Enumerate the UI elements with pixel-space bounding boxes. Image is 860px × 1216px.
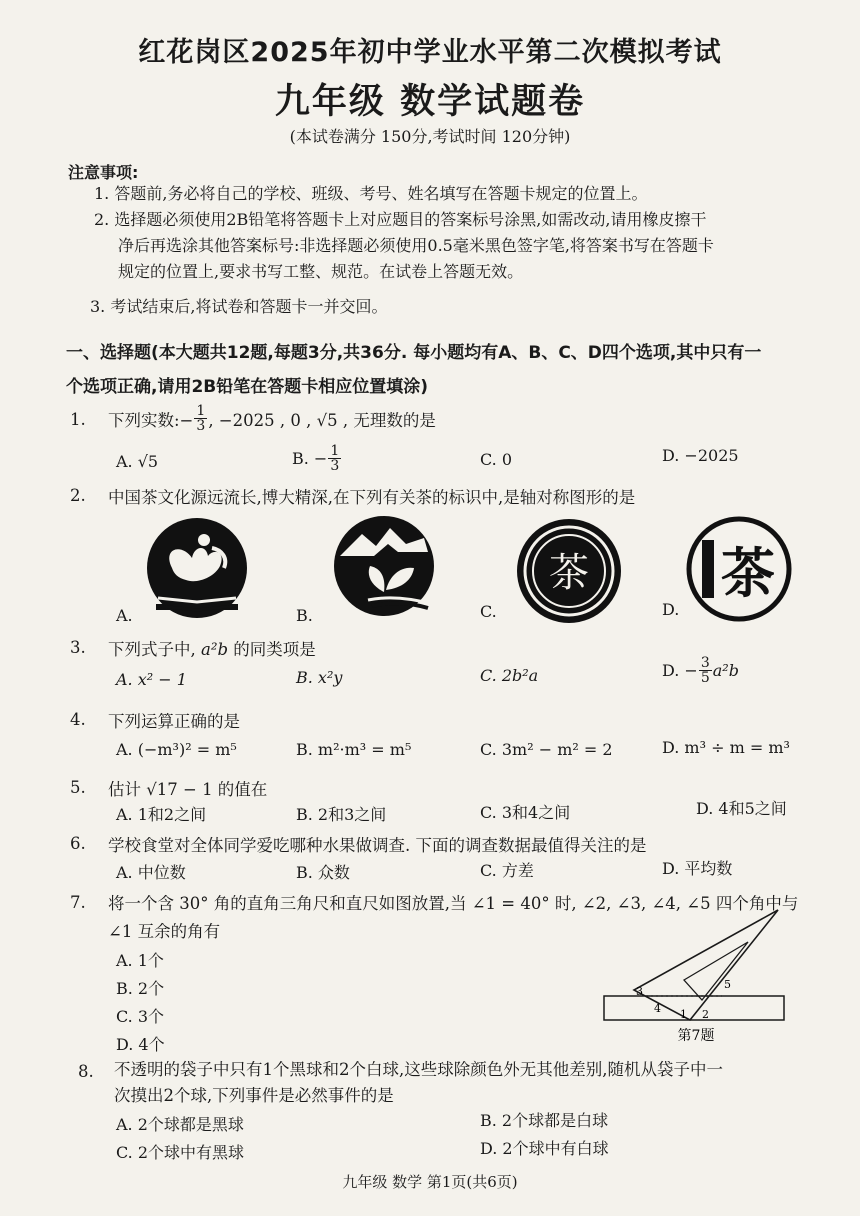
q5-stem: 估计 √17 − 1 的值在 [108, 780, 268, 799]
note-item-2-cont2: 规定的位置上,要求书写工整、规范。在试卷上答题无效。 [118, 262, 524, 281]
q3-stem-expr: a²b [201, 640, 229, 659]
q3-stem [108, 636, 316, 660]
q8-stem: 不透明的袋子中只有1个黑球和2个白球,这些球除颜色外无其他差别,随机从袋子中一 [114, 1060, 723, 1079]
q1-b-num: 1 [330, 443, 340, 459]
q5-number: 5. [70, 778, 86, 797]
q1-option-b-label: B. − [292, 449, 328, 468]
q4-stem: 下列运算正确的是 [108, 712, 240, 731]
q3-option-d [662, 656, 739, 685]
q3-d-den: 5 [700, 670, 710, 686]
q7-option-a: A. 1个 [116, 951, 164, 970]
q7-fig-label-1: 1 [680, 1008, 687, 1021]
section-1-heading: 一、选择题(本大题共12题,每题3分,共36分. 每小题均有A、B、C、D四个选项,其中只有一 [66, 343, 762, 363]
tea-logo-a-icon [142, 518, 252, 626]
q7-stem-cont: ∠1 互余的角有 [108, 922, 221, 941]
q4-option-c: C. 3m² − m² = 2 [480, 740, 613, 759]
tea-logo-b-icon [328, 516, 440, 620]
q6-stem: 学校食堂对全体同学爱吃哪种水果做调查. 下面的调查数据最值得关注的是 [108, 836, 647, 855]
q8-stem-cont: 次摸出2个球,下列事件是必然事件的是 [114, 1086, 394, 1105]
q1-number: 1. [70, 410, 86, 429]
q4-option-d: D. m³ ÷ m = m³ [662, 738, 790, 757]
q7-option-d: D. 4个 [116, 1035, 165, 1054]
q8-number: 8. [78, 1062, 94, 1081]
tea-logo-d-char: 茶 [721, 542, 775, 605]
q7-stem: 将一个含 30° 角的直角三角尺和直尺如图放置,当 ∠1 = 40° 时, ∠2, ∠3, ∠4, ∠5 四个角中与 [108, 894, 799, 913]
page-footer: 九年级 数学 第1页(共6页) [342, 1173, 518, 1191]
q7-figure-triangle-ruler [598, 904, 798, 1044]
q7-fig-label-5: 5 [724, 978, 731, 991]
q1-stem-b: , −2025 , 0 , √5 , 无理数的是 [208, 410, 436, 430]
exam-title: 红花岗区2025年初中学业水平第二次模拟考试 [138, 37, 722, 68]
q7-fig-label-3: 3 [636, 985, 643, 998]
q5-option-b: B. 2和3之间 [296, 805, 387, 824]
q5-option-a: A. 1和2之间 [116, 805, 207, 824]
paper-subtitle: (本试卷满分 150分,考试时间 120分钟) [289, 127, 571, 146]
q1-option-b [292, 444, 342, 473]
q5-option-c: C. 3和4之间 [480, 803, 571, 822]
q1-stem [108, 404, 436, 433]
q8-option-c: C. 2个球中有黑球 [116, 1143, 245, 1162]
q4-number: 4. [70, 710, 86, 729]
q7-figure-caption: 第7题 [677, 1028, 715, 1044]
q6-number: 6. [70, 834, 86, 853]
q6-option-a: A. 中位数 [116, 863, 186, 882]
q7-fig-label-2: 2 [702, 1008, 709, 1021]
q1-frac-den: 3 [196, 418, 206, 434]
q1-b-den: 3 [330, 458, 340, 474]
q3-d-num: 3 [700, 655, 710, 671]
q4-option-b: B. m²·m³ = m⁵ [296, 740, 412, 759]
q2-number: 2. [70, 486, 86, 505]
tea-logo-c-char: 茶 [549, 550, 589, 596]
q3-option-a: A. x² − 1 [116, 670, 187, 689]
paper-title: 九年级 数学试题卷 [274, 82, 586, 122]
q8-option-d: D. 2个球中有白球 [480, 1139, 609, 1158]
q3-option-b: B. x²y [296, 668, 343, 687]
q3-number: 3. [70, 638, 86, 657]
q1-frac-num: 1 [196, 403, 206, 419]
q7-option-c: C. 3个 [116, 1007, 165, 1026]
q2-stem: 中国茶文化源远流长,博大精深,在下列有关茶的标识中,是轴对称图形的是 [108, 488, 636, 507]
q1-option-c: C. 0 [480, 450, 513, 469]
q1-option-a: A. √5 [116, 452, 159, 471]
q6-option-d: D. 平均数 [662, 859, 733, 878]
q6-option-b: B. 众数 [296, 863, 350, 882]
note-item-2-cont: 净后再选涂其他答案标号:非选择题必须使用0.5毫米黑色签字笔,将答案书写在答题卡 [118, 236, 714, 255]
note-item-1: 1. 答题前,务必将自己的学校、班级、考号、姓名填写在答题卡规定的位置上。 [94, 184, 648, 203]
tea-logo-d-icon [684, 516, 794, 622]
section-1-heading-cont: 个选项正确,请用2B铅笔在答题卡相应位置填涂) [66, 377, 429, 397]
q8-option-b: B. 2个球都是白球 [480, 1111, 609, 1130]
q7-option-b: B. 2个 [116, 979, 165, 998]
tea-logo-c-icon [516, 518, 622, 624]
q4-option-a: A. (−m³)² = m⁵ [116, 740, 237, 759]
note-item-2: 2. 选择题必须使用2B铅笔将答题卡上对应题目的答案标号涂黑,如需改动,请用橡皮擦干 [94, 210, 707, 229]
q1-stem-a: 下列实数:− [108, 410, 194, 430]
q3-option-d-expr: a²b [712, 661, 739, 680]
q2-option-c: C. [480, 602, 497, 621]
q3-option-c: C. 2b²a [480, 666, 539, 685]
q1-option-b-fraction [328, 444, 341, 473]
q1-fraction [194, 404, 207, 433]
notes-heading: 注意事项: [68, 163, 139, 182]
q7-number: 7. [70, 893, 86, 912]
q1-option-d: D. −2025 [662, 446, 739, 465]
q5-option-d: D. 4和5之间 [696, 799, 787, 818]
q2-option-b: B. [296, 606, 313, 625]
note-item-3: 3. 考试结束后,将试卷和答题卡一并交回。 [90, 297, 388, 316]
q3-option-d-fraction [699, 656, 712, 685]
q3-stem-b: 的同类项是 [228, 640, 316, 659]
q2-option-a: A. [116, 606, 133, 625]
q2-option-d: D. [662, 600, 680, 619]
q3-stem-a: 下列式子中, [108, 640, 201, 659]
q8-option-a: A. 2个球都是黑球 [116, 1115, 244, 1134]
q3-option-d-label: D. − [662, 661, 698, 680]
q6-option-c: C. 方差 [480, 861, 534, 880]
q7-fig-label-4: 4 [654, 1002, 661, 1015]
